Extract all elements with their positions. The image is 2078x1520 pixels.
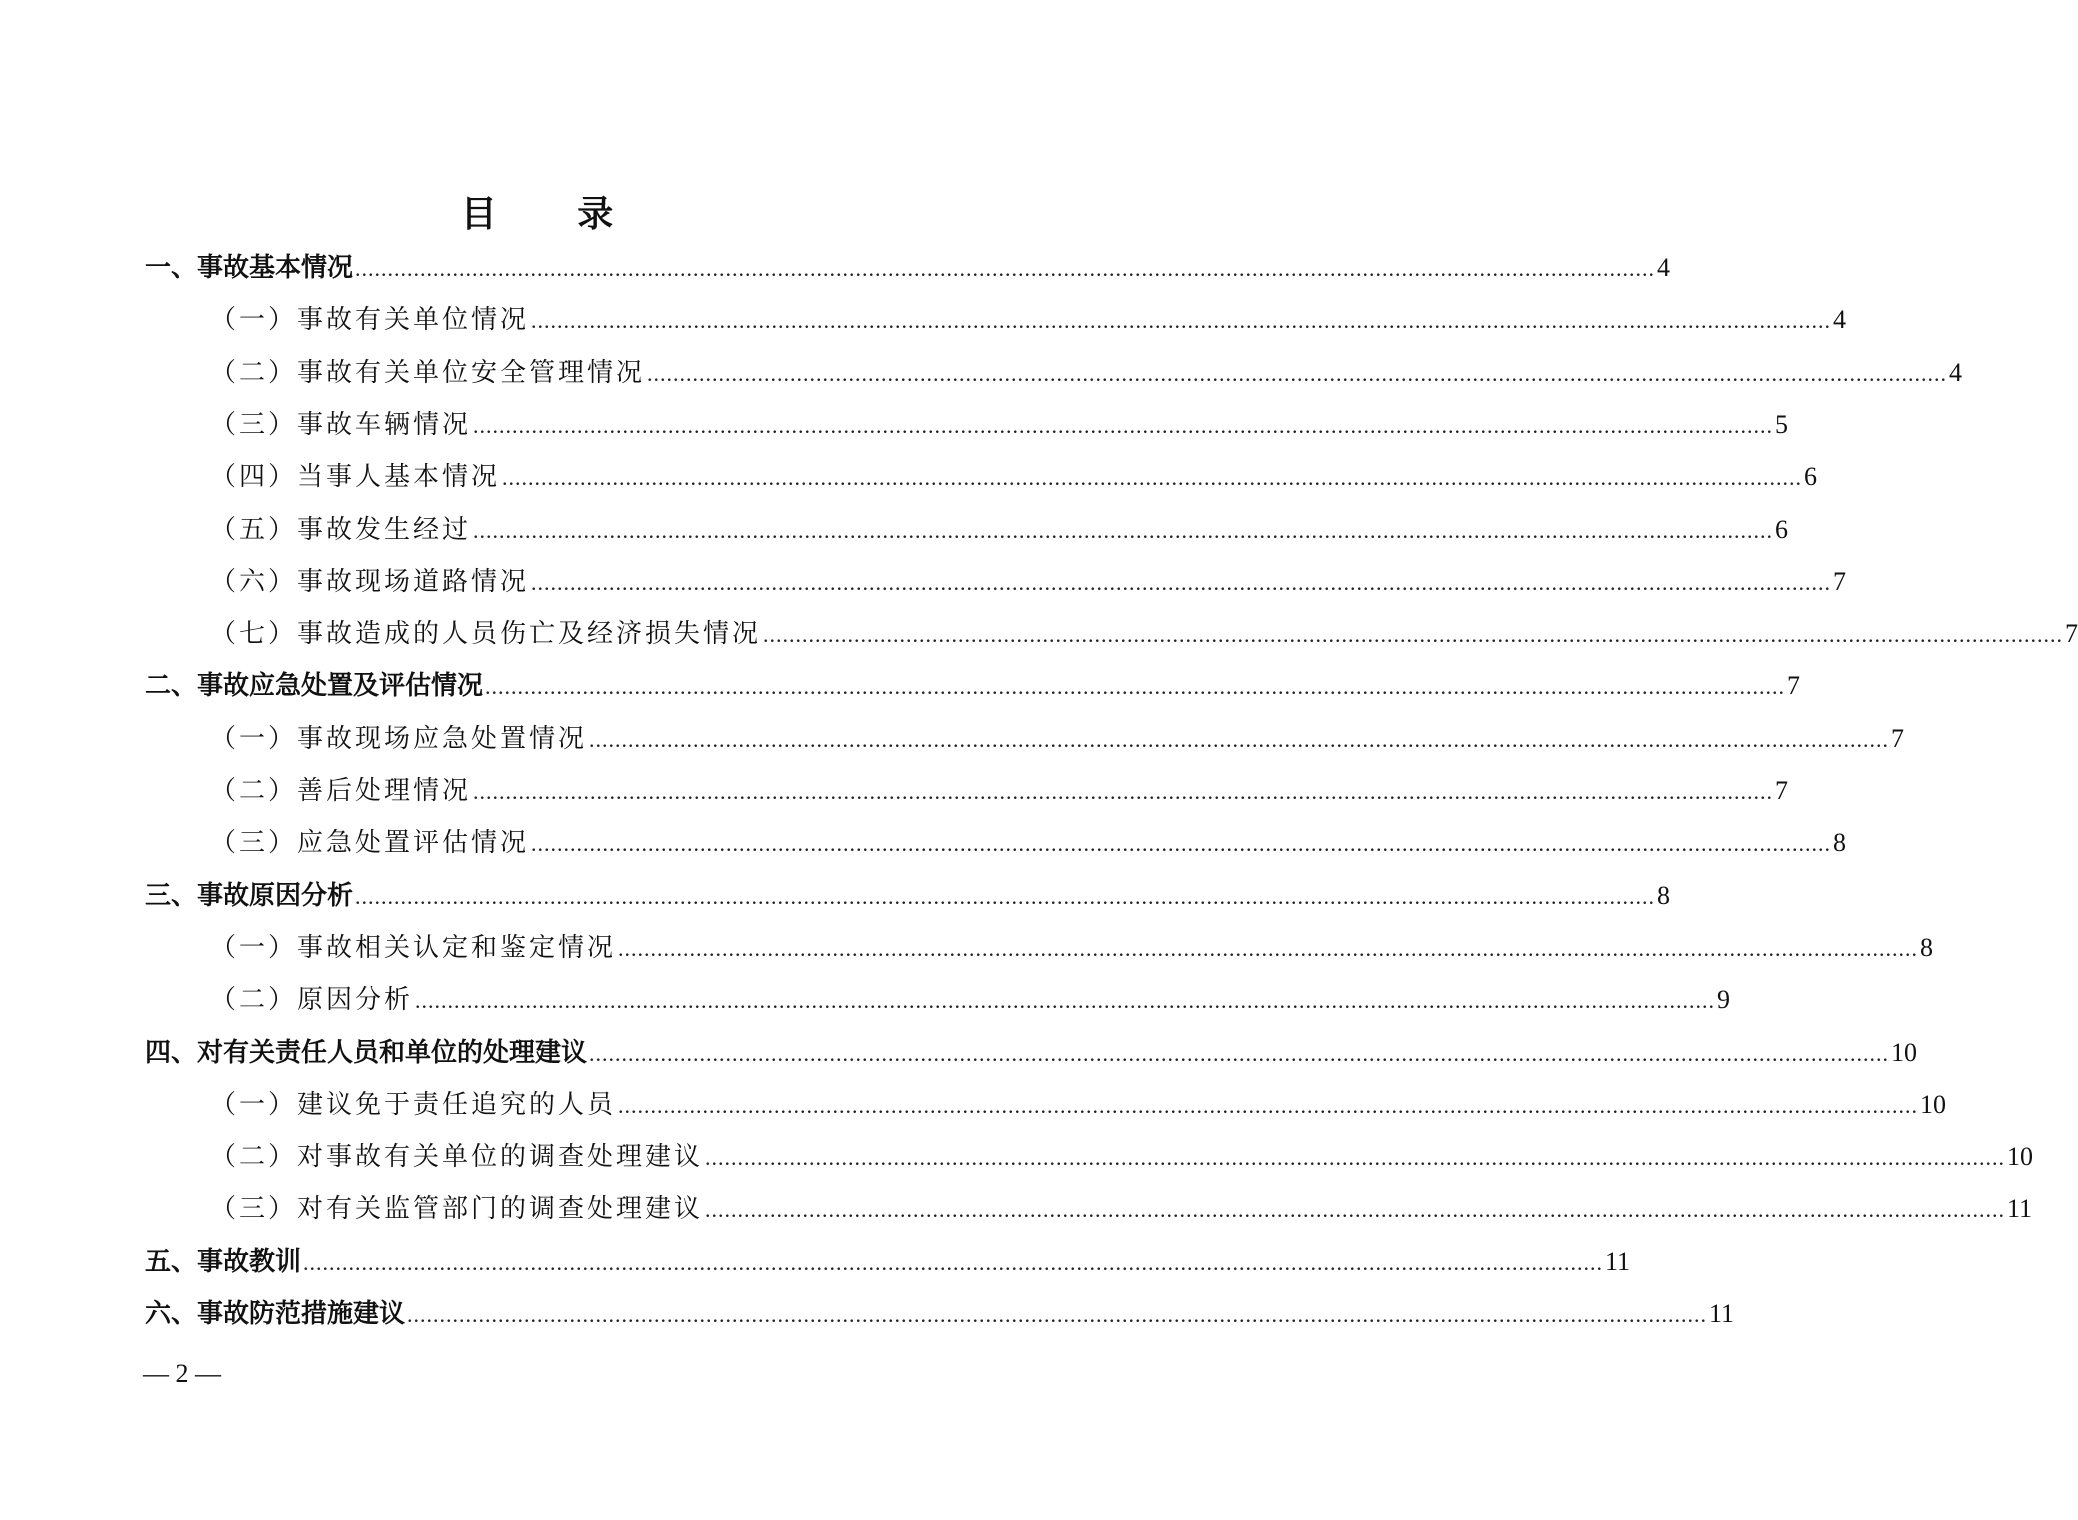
toc-subsection-entry[interactable] (210, 974, 1731, 1026)
toc-page-number: 8 (1657, 880, 1671, 910)
toc-dot-leader: ........................................................................................................................................................................................................ (407, 1302, 1708, 1327)
toc-dot-leader: ........................................................................................................................................................................................................ (485, 674, 1786, 700)
toc-entry-title: （二）事故有关单位安全管理情况 (210, 357, 646, 388)
toc-dot-leader: ........................................................................................................................................................................................................ (303, 1249, 1604, 1275)
toc-entry-title: （五）事故发生经过 (210, 514, 472, 545)
toc-page-number: 7 (1787, 671, 1801, 701)
toc-subsection-entry[interactable] (210, 1079, 1947, 1131)
toc-subsection-entry[interactable] (210, 556, 1847, 608)
toc-dot-leader: ........................................................................................................................................................................................................ (705, 1197, 2006, 1223)
toc-dot-leader: ........................................................................................................................................................................................................ (763, 622, 2064, 648)
toc-page-number: 9 (1717, 985, 1731, 1015)
toc-dot-leader: ........................................................................................................................................................................................................ (502, 465, 1803, 491)
toc-page-number: 7 (1775, 776, 1789, 805)
toc-dot-leader: ........................................................................................................................................................................................................ (473, 412, 1774, 438)
toc-dot-leader: ........................................................................................................................................................................................................ (647, 360, 1948, 386)
toc-entry-title: （一）事故相关认定和鉴定情况 (210, 932, 617, 963)
toc-page-number: 5 (1775, 409, 1789, 439)
toc-entry-title: （三）对有关监管部门的调查处理建议 (210, 1194, 704, 1225)
toc-subsection-entry[interactable] (210, 765, 1789, 817)
page-title: 目 录 (460, 193, 648, 235)
toc-subsection-entry[interactable] (210, 399, 1789, 451)
toc-subsection-entry[interactable] (210, 347, 1963, 399)
toc-page-number: 4 (1949, 357, 1963, 387)
toc-page-number: 6 (1804, 462, 1818, 492)
toc-entry-title: （四）当事人基本情况 (210, 462, 501, 493)
toc-entry-title: 三、事故原因分析 (145, 880, 354, 911)
toc-page-number: 10 (1920, 1089, 1947, 1119)
toc-page-number: 7 (1833, 566, 1847, 596)
toc-section-entry[interactable] (145, 660, 1801, 712)
toc-entry-title: 五、事故教训 (145, 1246, 302, 1277)
toc-subsection-entry[interactable] (210, 713, 1905, 765)
toc-dot-leader: ........................................................................................................................................................................................................ (473, 517, 1774, 543)
toc-section-entry[interactable] (145, 242, 1671, 294)
toc-section-entry[interactable] (145, 1236, 1631, 1288)
toc-entry-title: （二）善后处理情况 (210, 776, 472, 806)
toc-entry-title: 四、对有关责任人员和单位的处理建议 (145, 1037, 588, 1068)
toc-entry-title: （二）对事故有关单位的调查处理建议 (210, 1142, 704, 1173)
toc-subsection-entry[interactable] (210, 922, 1934, 974)
toc-page-number: 10 (2007, 1142, 2034, 1172)
toc-dot-leader: ........................................................................................................................................................................................................ (618, 1092, 1919, 1118)
toc-subsection-entry[interactable] (210, 294, 1847, 346)
toc-entry-title: 六、事故防范措施建议 (145, 1299, 406, 1329)
toc-page-number: 6 (1775, 514, 1789, 544)
toc-entry-title: （六）事故现场道路情况 (210, 566, 530, 597)
toc-section-entry[interactable] (145, 1288, 1735, 1340)
toc-page-number: 4 (1833, 305, 1847, 335)
toc-dot-leader: ........................................................................................................................................................................................................ (589, 1040, 1890, 1066)
toc-page-number: 4 (1657, 253, 1671, 282)
toc-entry-title: （一）事故有关单位情况 (210, 305, 530, 336)
toc-page-number: 8 (1920, 932, 1934, 962)
toc-entry-title: （三）应急处置评估情况 (210, 828, 530, 859)
toc-page-number: 7 (2065, 619, 2078, 649)
toc-section-entry[interactable] (145, 870, 1671, 922)
toc-subsection-entry[interactable] (210, 504, 1789, 556)
toc-subsection-entry[interactable] (210, 1131, 2034, 1183)
toc-page-number: 10 (1891, 1037, 1918, 1067)
toc-dot-leader: ........................................................................................................................................................................................................ (355, 256, 1656, 281)
toc-entry-title: （一）建议免于责任追究的人员 (210, 1089, 617, 1120)
toc-subsection-entry[interactable] (210, 608, 2078, 660)
toc-dot-leader: ........................................................................................................................................................................................................ (531, 831, 1832, 857)
toc-dot-leader: ........................................................................................................................................................................................................ (589, 726, 1890, 752)
toc-entry-title: （二）原因分析 (210, 985, 414, 1016)
toc-subsection-entry[interactable] (210, 1183, 2033, 1235)
toc-dot-leader: ........................................................................................................................................................................................................ (618, 935, 1919, 961)
toc-dot-leader: ........................................................................................................................................................................................................ (705, 1145, 2006, 1171)
toc-page-number: 11 (1605, 1246, 1631, 1276)
toc-page-number: 11 (2007, 1194, 2033, 1224)
toc-section-entry[interactable] (145, 1027, 1918, 1079)
toc-dot-leader: ........................................................................................................................................................................................................ (531, 308, 1832, 334)
toc-entry-title: 一、事故基本情况 (145, 253, 354, 283)
toc-page-number: 7 (1891, 723, 1905, 753)
toc-page-number: 8 (1833, 828, 1847, 858)
toc-subsection-entry[interactable] (210, 817, 1847, 869)
toc-entry-title: （七）事故造成的人员伤亡及经济损失情况 (210, 619, 762, 650)
toc-entry-title: 二、事故应急处置及评估情况 (145, 671, 484, 702)
toc-dot-leader: ........................................................................................................................................................................................................ (355, 883, 1656, 909)
toc-subsection-entry[interactable] (210, 451, 1818, 503)
toc-dot-leader: ........................................................................................................................................................................................................ (415, 988, 1716, 1014)
toc-page-number: 11 (1709, 1299, 1735, 1328)
toc-dot-leader: ........................................................................................................................................................................................................ (473, 779, 1774, 804)
toc-entry-title: （三）事故车辆情况 (210, 409, 472, 440)
page-number-footer: — 2 — (143, 1359, 221, 1388)
toc-dot-leader: ........................................................................................................................................................................................................ (531, 569, 1832, 595)
toc-entry-title: （一）事故现场应急处置情况 (210, 723, 588, 754)
